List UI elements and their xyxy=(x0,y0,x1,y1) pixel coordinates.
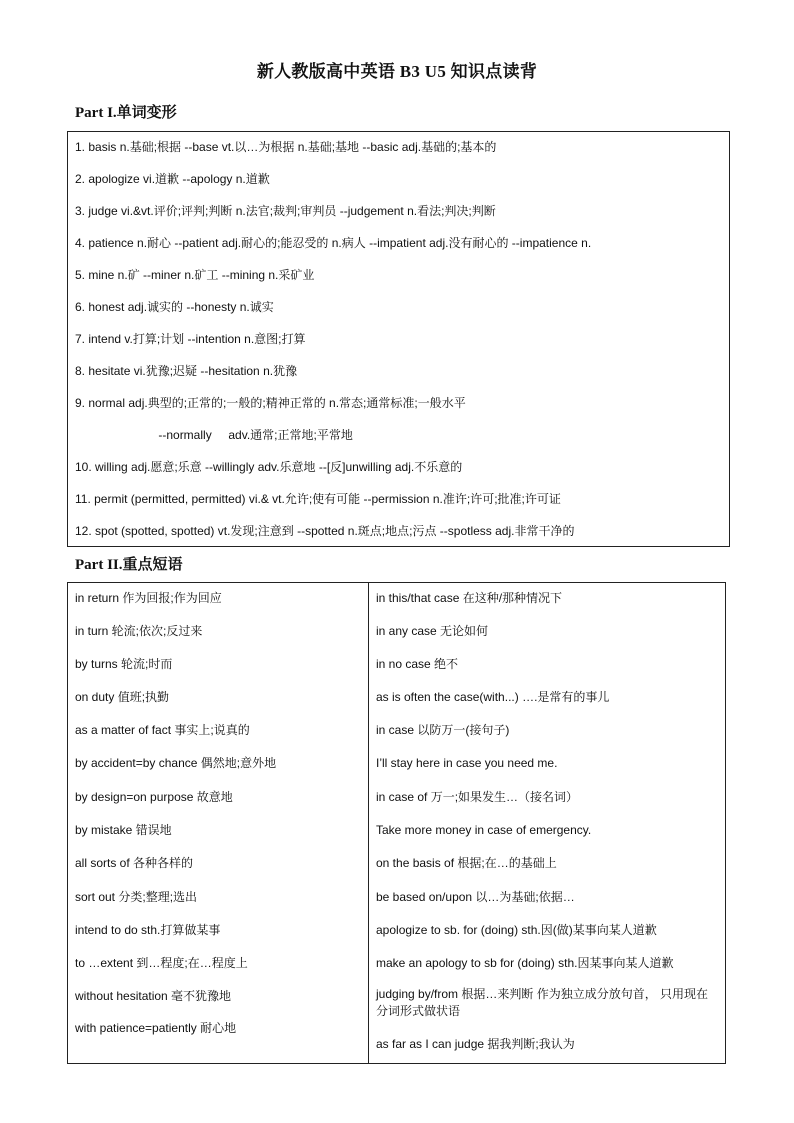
phrase-right: as far as I can judge 据我判断;我认为 xyxy=(376,1037,575,1051)
part1-heading: Part I.单词变形 xyxy=(75,105,177,121)
phrase-left: all sorts of 各种各样的 xyxy=(75,856,194,870)
phrase-table xyxy=(67,582,726,1064)
phrase-left: in return 作为回报;作为回应 xyxy=(75,591,222,605)
document-title: 新人教版高中英语 B3 U5 知识点读背 xyxy=(256,62,538,81)
phrase-right: apologize to sb. for (doing) sth.因(做)某事向某人道歉 xyxy=(376,923,657,937)
part2-heading: Part II.重点短语 xyxy=(75,557,183,573)
vocab-line: 9. normal adj.典型的;正常的;一般的;精神正常的 n.常态;通常标准;一般水平 xyxy=(75,396,466,410)
vocab-line: 2. apologize vi.道歉 --apology n.道歉 xyxy=(75,172,270,186)
phrase-left: intend to do sth.打算做某事 xyxy=(75,923,221,937)
phrase-right: Take more money in case of emergency. xyxy=(376,823,592,837)
phrase-left: in turn 轮流;依次;反过来 xyxy=(75,624,203,638)
vocab-line: 11. permit (permitted, permitted) vi.& vt.允许;使有可能 --permission n.准许;许可;批准;许可证 xyxy=(75,492,561,506)
phrase-right: make an apology to sb for (doing) sth.因某事向某人道歉 xyxy=(376,956,674,970)
phrase-left: by accident=by chance 偶然地;意外地 xyxy=(75,756,277,770)
phrase-right: judging by/from 根据…来判断 作为独立成分放句首， 只用现在分词形式做状语 xyxy=(376,987,709,1018)
phrase-left: by mistake 错误地 xyxy=(75,823,172,837)
phrase-left: on duty 值班;执勤 xyxy=(75,690,170,704)
vocab-line: 5. mine n.矿 --miner n.矿工 --mining n.采矿业 xyxy=(75,268,315,282)
phrase-right: in case of 万一;如果发生…（接名词） xyxy=(376,790,579,804)
vocab-line: 8. hesitate vi.犹豫;迟疑 --hesitation n.犹豫 xyxy=(75,364,298,378)
vocab-line: 4. patience n.耐心 --patient adj.耐心的;能忍受的 n.病人 --impatient adj.没有耐心的 --impatience n. xyxy=(75,236,592,250)
phrase-right: in this/that case 在这种/那种情况下 xyxy=(376,591,563,605)
phrase-left: by design=on purpose 故意地 xyxy=(75,790,233,804)
vocab-line: 1. basis n.基础;根据 --base vt.以…为根据 n.基础;基地 --basic adj.基础的;基本的 xyxy=(75,140,497,154)
phrase-left: as a matter of fact 事实上;说真的 xyxy=(75,723,250,737)
phrase-left: by turns 轮流;时而 xyxy=(75,657,173,671)
vocab-line: 3. judge vi.&vt.评价;评判;判断 n.法官;裁判;审判员 --judgement n.看法;判决;判断 xyxy=(75,204,496,218)
phrase-right: be based on/upon 以…为基础;依据… xyxy=(376,890,575,904)
vocab-line: 10. willing adj.愿意;乐意 --willingly adv.乐意地 --[反]unwilling adj.不乐意的 xyxy=(75,460,463,474)
phrase-left: sort out 分类;整理;选出 xyxy=(75,890,198,904)
phrase-right: on the basis of 根据;在…的基础上 xyxy=(376,856,557,870)
vocab-line: 12. spot (spotted, spotted) vt.发现;注意到 --spotted n.斑点;地点;污点 --spotless adj.非常干净的 xyxy=(75,524,575,538)
column-divider xyxy=(368,583,369,1063)
vocab-line: 6. honest adj.诚实的 --honesty n.诚实 xyxy=(75,300,274,314)
vocab-line: 7. intend v.打算;计划 --intention n.意图;打算 xyxy=(75,332,306,346)
vocab-line: --normally adv.通常;正常地;平常地 xyxy=(75,428,353,442)
phrase-right: as is often the case(with...) ….是常有的事儿 xyxy=(376,690,610,704)
vocab-box xyxy=(67,131,730,547)
phrase-right: in any case 无论如何 xyxy=(376,624,489,638)
phrase-left: to …extent 到…程度;在…程度上 xyxy=(75,956,248,970)
phrase-right: in no case 绝不 xyxy=(376,657,459,671)
phrase-right: in case 以防万一(接句子) xyxy=(376,723,510,737)
phrase-right: I’ll stay here in case you need me. xyxy=(376,756,558,770)
phrase-left: with patience=patiently 耐心地 xyxy=(75,1021,237,1035)
phrase-left: without hesitation 毫不犹豫地 xyxy=(75,989,232,1003)
